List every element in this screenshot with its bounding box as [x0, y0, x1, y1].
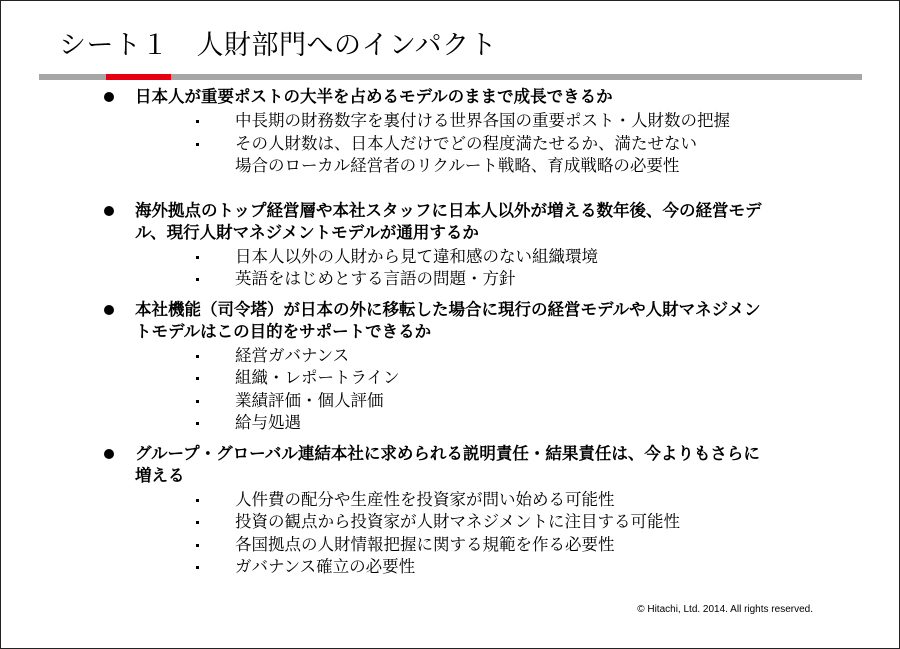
sub-item: 経営ガバナンス: [135, 345, 801, 368]
bullet-item: [101, 443, 801, 579]
underline-red-accent: [106, 74, 171, 80]
bullet-item: [101, 86, 801, 178]
copyright-notice: © Hitachi, Ltd. 2014. All rights reserved.: [637, 604, 813, 615]
sub-dot-icon: [196, 120, 199, 123]
sub-dot-icon: [196, 256, 199, 259]
sub-item: 日本人以外の人財から見て違和感のない組織環境: [135, 246, 801, 269]
sub-dot-icon: [196, 499, 199, 502]
sub-item: 投資の観点から投資家が人財マネジメントに注目する可能性: [135, 511, 801, 534]
sub-dot-icon: [196, 278, 199, 281]
sub-dot-icon: [196, 566, 199, 569]
sub-item: その人財数は、日本人だけでどの程度満たせるか、満たせない場合のローカル経営者のリクルート戦略、育成戦略の必要性: [135, 133, 705, 178]
sub-dot-icon: [196, 377, 199, 380]
sub-item: 英語をはじめとする言語の問題・方針: [135, 268, 801, 291]
bullet-dot-icon: [104, 206, 114, 216]
sub-dot-icon: [196, 422, 199, 425]
sub-list: [135, 246, 801, 291]
slide-title: シート１ 人財部門へのインパクト: [59, 30, 498, 61]
bullet-item: [101, 299, 801, 435]
sub-dot-icon: [196, 143, 199, 146]
sub-item: 給与処遇: [135, 412, 801, 435]
sub-dot-icon: [196, 544, 199, 547]
sub-item: 人件費の配分や生産性を投資家が問い始める可能性: [135, 489, 801, 512]
bullet-text: 海外拠点のトップ経営層や本社スタッフに日本人以外が増える数年後、今の経営モデル、現行人財マネジメントモデルが通用するか: [135, 200, 762, 242]
sub-item: 各国拠点の人財情報把握に関する規範を作る必要性: [135, 534, 801, 557]
bullet-text: 日本人が重要ポストの大半を占めるモデルのままで成長できるか: [135, 87, 613, 106]
sub-list: [135, 345, 801, 435]
sub-item: ガバナンス確立の必要性: [135, 556, 801, 579]
sub-dot-icon: [196, 400, 199, 403]
sub-item: 組織・レポートライン: [135, 367, 801, 390]
bullet-dot-icon: [104, 449, 114, 459]
bullet-text: 本社機能（司令塔）が日本の外に移転した場合に現行の経営モデルや人財マネジメントモデルはこの目的をサポートできるか: [135, 299, 761, 341]
bullet-dot-icon: [104, 305, 114, 315]
sub-list: [135, 110, 801, 178]
sub-item: 中長期の財務数字を裏付ける世界各国の重要ポスト・人財数の把握: [135, 110, 801, 133]
bullet-text: グループ・グローバル連結本社に求められる説明責任・結果責任は、今よりもさらに増える: [135, 443, 760, 485]
bullet-list: [101, 86, 801, 579]
bullet-dot-icon: [104, 92, 114, 102]
sub-dot-icon: [196, 355, 199, 358]
sub-dot-icon: [196, 521, 199, 524]
title-underline: [39, 74, 862, 80]
sub-list: [135, 489, 801, 579]
bullet-item: [101, 200, 801, 291]
sub-item: 業績評価・個人評価: [135, 390, 801, 413]
